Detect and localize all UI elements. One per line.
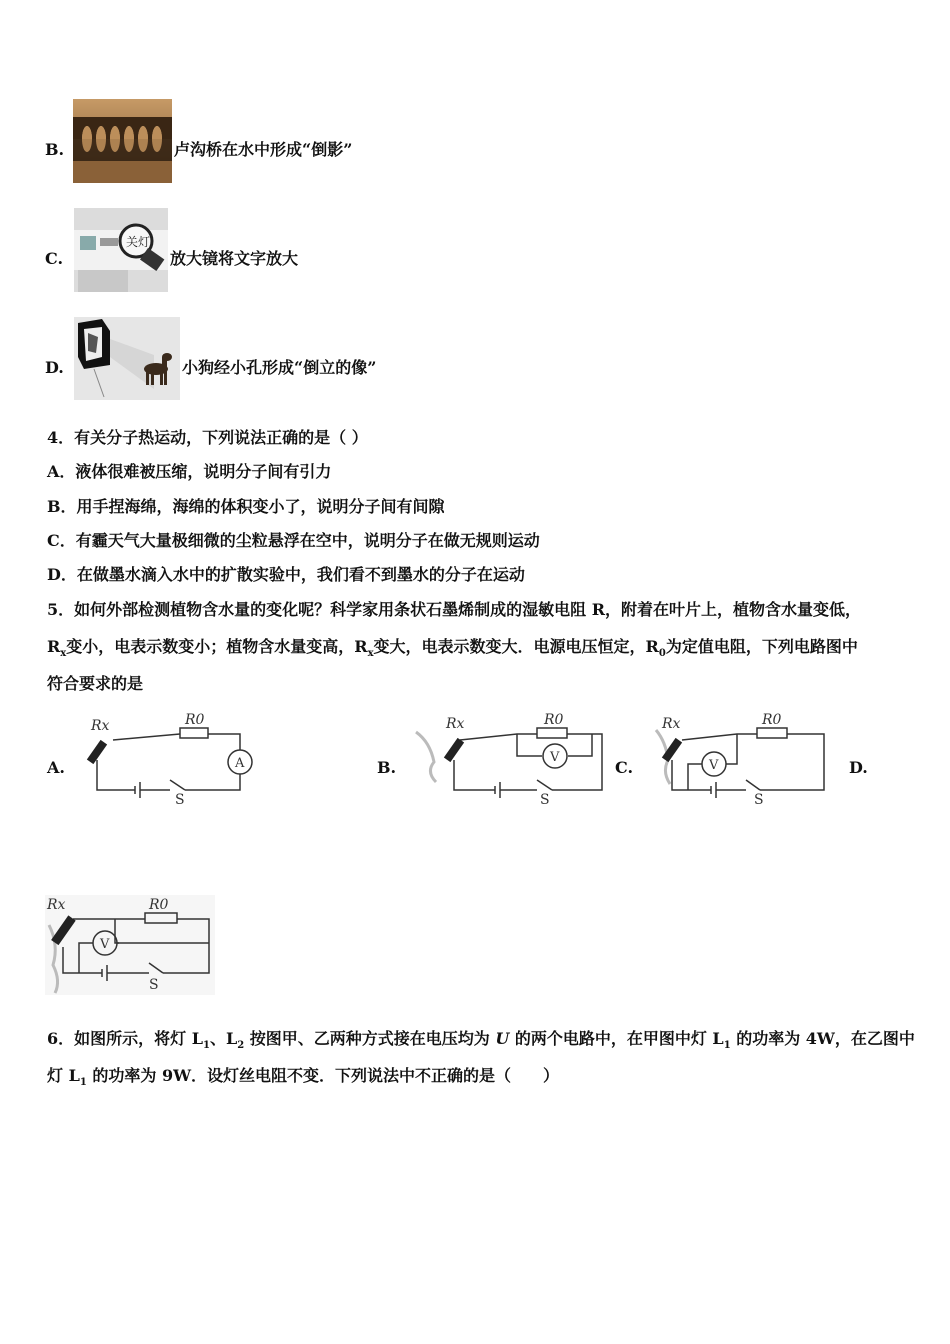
q4-stem: 4．有关分子热运动，下列说法正确的是（ ） bbox=[47, 428, 368, 447]
circuit-b-diagram bbox=[412, 712, 607, 807]
circuit-c-diagram bbox=[652, 712, 830, 807]
pinhole-dog-photo bbox=[74, 317, 180, 400]
q4-option-d: D．在做墨水滴入水中的扩散实验中，我们看不到墨水的分子在运动 bbox=[47, 565, 525, 584]
svg-text:S: S bbox=[540, 792, 550, 807]
option-d-text: 小狗经小孔形成“倒立的像” bbox=[182, 358, 377, 377]
rx-label: Rx bbox=[91, 718, 110, 734]
q5-line1: 5．如何外部检测植物含水量的变化呢？科学家用条状石墨烯制成的湿敏电阻 R，附着在叶片上，植物含水量变低， bbox=[47, 600, 862, 619]
magnifier-photo bbox=[74, 208, 168, 292]
ammeter-label: A bbox=[235, 756, 245, 771]
circuit-d-label: D. bbox=[849, 758, 868, 777]
q6-line1: 6．如图所示，将灯 $L_1$、$L_2$ 按图甲、乙两种方式接在电压均为 U 的两个电路中，在甲图中灯 $L_1$ 的功率为 4W，在乙图中 bbox=[47, 1029, 915, 1052]
svg-text:S: S bbox=[754, 792, 764, 807]
svg-text:Rx: Rx bbox=[47, 897, 66, 913]
svg-text:R0: R0 bbox=[762, 712, 782, 728]
svg-text:S: S bbox=[149, 977, 159, 993]
sign-text: 关灯 bbox=[126, 235, 151, 249]
option-d-letter: D. bbox=[45, 358, 64, 377]
circuit-c-label: C. bbox=[615, 758, 634, 777]
svg-text:V: V bbox=[100, 937, 110, 952]
circuit-d-diagram bbox=[45, 895, 215, 995]
q5-line3: 符合要求的是 bbox=[47, 674, 144, 693]
circuit-b-label: B. bbox=[377, 758, 397, 777]
option-c-letter: C. bbox=[45, 249, 64, 268]
circuit-a-label: A. bbox=[47, 758, 65, 777]
r0-label: R0 bbox=[185, 712, 205, 728]
q5-line2: $R_x$变小，电表示数变小；植物含水量变高，$R_x$变大，电表示数变大．电源电压恒定，$R_0$为定值电阻，下列电路图中 bbox=[47, 637, 858, 660]
q4-option-c: C．有霾天气大量极细微的尘粒悬浮在空中，说明分子在做无规则运动 bbox=[47, 531, 540, 550]
svg-text:Rx: Rx bbox=[446, 716, 465, 732]
svg-text:V: V bbox=[550, 750, 560, 765]
svg-text:R0: R0 bbox=[149, 897, 169, 913]
svg-text:V: V bbox=[709, 758, 719, 773]
svg-text:R0: R0 bbox=[544, 712, 564, 728]
bridge-reflection-photo bbox=[73, 99, 172, 183]
option-b-text: 卢沟桥在水中形成“倒影” bbox=[174, 140, 353, 159]
q4-option-a: A．液体很难被压缩，说明分子间有引力 bbox=[47, 462, 332, 481]
circuit-a-diagram bbox=[85, 712, 260, 804]
option-c-text: 放大镜将文字放大 bbox=[170, 249, 299, 268]
q4-option-b: B．用手捏海绵，海绵的体积变小了，说明分子间有间隙 bbox=[47, 497, 445, 516]
option-b-letter: B. bbox=[45, 140, 65, 159]
svg-text:Rx: Rx bbox=[662, 716, 681, 732]
switch-label: S bbox=[175, 792, 185, 804]
q6-line2: 灯 $L_1$ 的功率为 9W．设灯丝电阻不变．下列说法中不正确的是（ ） bbox=[47, 1066, 560, 1089]
